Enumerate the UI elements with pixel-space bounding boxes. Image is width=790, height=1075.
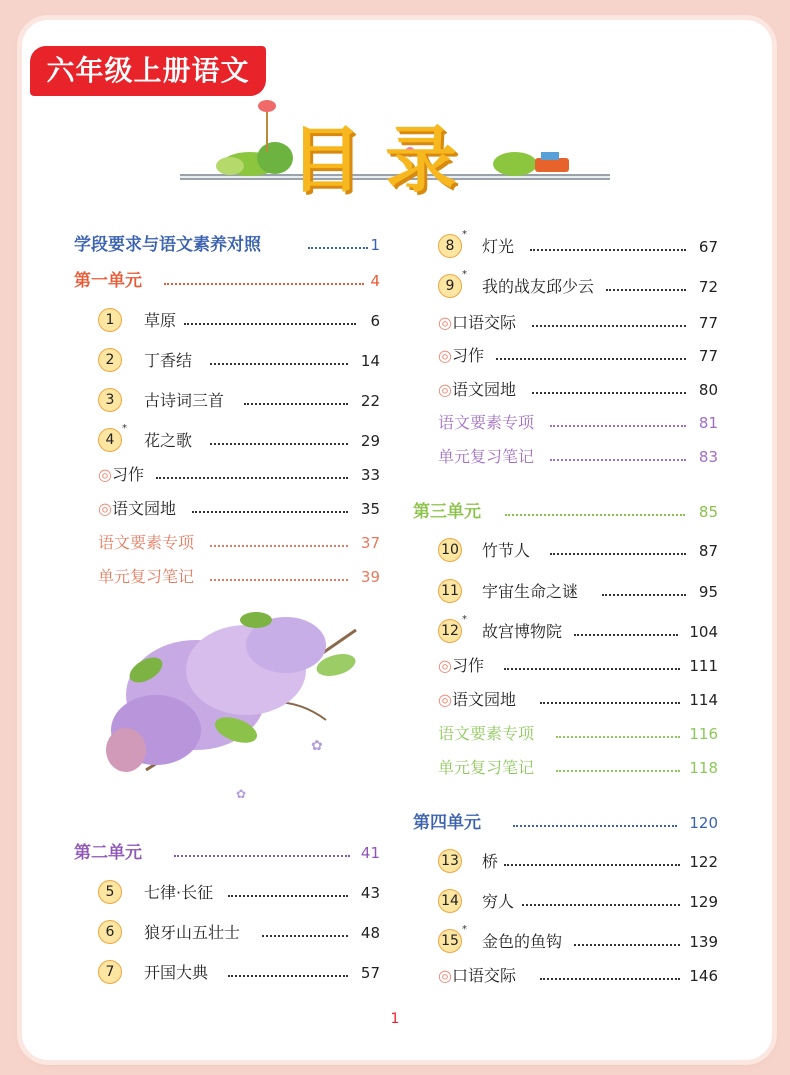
toc-yuandi-3[interactable]: ◎语文园地 114 <box>438 690 718 709</box>
bullet-icon: ◎ <box>98 465 112 484</box>
toc-unit-3[interactable]: 第三单元 85 <box>413 502 718 522</box>
toc-unit-2[interactable]: 第二单元 41 <box>74 843 380 863</box>
bullet-icon: ◎ <box>438 966 452 985</box>
lilac-illustration <box>86 600 366 810</box>
toc-lesson-5[interactable]: 5 七律·长征 43 <box>98 880 380 906</box>
toc-biji-3[interactable]: 单元复习笔记 118 <box>438 758 718 777</box>
bullet-icon: ◎ <box>438 690 452 709</box>
title-text <box>175 92 176 93</box>
svg-text:✿: ✿ <box>236 787 247 801</box>
bullet-icon: ◎ <box>438 380 452 399</box>
toc-unit-4[interactable]: 第四单元 120 <box>413 813 718 833</box>
toc-yuandi-2[interactable]: ◎语文园地 80 <box>438 380 718 399</box>
toc-kouyu-4[interactable]: ◎口语交际 146 <box>438 966 718 985</box>
toc-unit-1[interactable]: 第一单元 4 <box>74 271 380 291</box>
star-icon: * <box>462 924 467 935</box>
toc-lesson-13[interactable]: 13 桥 122 <box>438 849 718 875</box>
toc-lesson-14[interactable]: 14 穷人 129 <box>438 889 718 915</box>
toc-lesson-1[interactable]: 1 草原 6 <box>98 308 380 334</box>
toc-xizuo-3[interactable]: ◎习作 111 <box>438 656 718 675</box>
title-art <box>175 92 615 202</box>
star-icon: * <box>462 269 467 280</box>
toc-kouyu-2[interactable]: ◎口语交际 77 <box>438 313 718 332</box>
toc-lesson-6[interactable]: 6 狼牙山五壮士 48 <box>98 920 380 946</box>
toc-lesson-12[interactable]: 12 * 故宫博物院 104 <box>438 619 718 645</box>
toc-biji-1[interactable]: 单元复习笔记 39 <box>98 567 380 586</box>
toc-lesson-8[interactable]: 8 * 灯光 67 <box>438 234 718 260</box>
toc-lesson-7[interactable]: 7 开国大典 57 <box>98 960 380 986</box>
toc-biji-2[interactable]: 单元复习笔记 83 <box>438 447 718 466</box>
toc-lesson-4[interactable]: 4 * 花之歌 29 <box>98 428 380 454</box>
toc-lesson-15[interactable]: 15 * 金色的鱼钩 139 <box>438 929 718 955</box>
toc-xizuo-2[interactable]: ◎习作 77 <box>438 346 718 365</box>
toc-yuandi-1[interactable]: ◎语文园地 35 <box>98 499 380 518</box>
toc-lesson-9[interactable]: 9 * 我的战友邱少云 72 <box>438 274 718 300</box>
toc-lesson-3[interactable]: 3 古诗词三首 22 <box>98 388 380 414</box>
bullet-icon: ◎ <box>438 656 452 675</box>
toc-zhuanxiang-2[interactable]: 语文要素专项 81 <box>438 413 718 432</box>
star-icon: * <box>462 614 467 625</box>
toc-lesson-10[interactable]: 10 竹节人 87 <box>438 538 718 564</box>
star-icon: * <box>462 229 467 240</box>
bullet-icon: ◎ <box>438 346 452 365</box>
toc-intro[interactable]: 学段要求与语文素养对照 1 <box>74 235 380 255</box>
bullet-icon: ◎ <box>98 499 112 518</box>
title-char-mu: 目 <box>290 118 363 202</box>
bullet-icon: ◎ <box>438 313 452 332</box>
star-icon: * <box>122 423 127 434</box>
title-char-lu: 录 <box>385 118 458 202</box>
toc-xizuo-1[interactable]: ◎习作 33 <box>98 465 380 484</box>
grade-banner: 六年级上册语文 <box>30 46 266 96</box>
toc-zhuanxiang-1[interactable]: 语文要素专项 37 <box>98 533 380 552</box>
svg-text:✿: ✿ <box>311 738 323 754</box>
page-number: 1 <box>390 1011 400 1027</box>
toc-lesson-2[interactable]: 2 丁香结 14 <box>98 348 380 374</box>
lilac-flower-icon <box>86 600 366 810</box>
toc-zhuanxiang-3[interactable]: 语文要素专项 116 <box>438 724 718 743</box>
toc-lesson-11[interactable]: 11 宇宙生命之谜 95 <box>438 579 718 605</box>
